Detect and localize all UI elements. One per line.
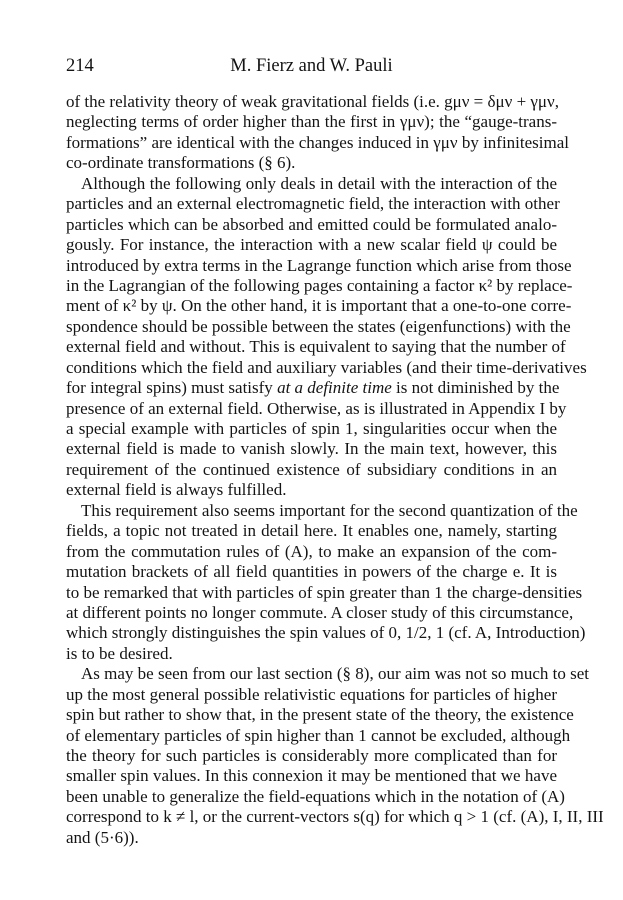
text-line: co-ordinate transformations (§ 6).	[66, 153, 296, 173]
text-line: external field is always fulfilled.	[66, 480, 287, 500]
text-line: mutation brackets of all field quantities in powers of the charge e. It is	[66, 562, 557, 582]
page-number: 214	[66, 56, 94, 76]
text-line: of elementary particles of spin higher than 1 cannot be excluded, although	[66, 725, 571, 745]
running-title: M. Fierz and W. Pauli	[230, 56, 393, 76]
text-line: of the relativity theory of weak gravitational fields (i.e. gμν = δμν + γμν,	[66, 92, 559, 111]
text-line: is to be desired.	[66, 643, 173, 663]
text-line: up the most general possible relativistic equations for particles of higher	[66, 684, 557, 704]
italic-emphasis: at a definite time	[277, 378, 392, 398]
page-header	[66, 56, 557, 80]
text-line: smaller spin values. In this connexion it may be mentioned that we have	[66, 766, 557, 786]
text-line: ment of κ² by ψ. On the other hand, it is important that a one-to-one corre-	[66, 296, 572, 316]
text-line: to be remarked that with particles of spin greater than 1 the charge-densities	[66, 582, 583, 602]
text-line: fields, a topic not treated in detail here. It enables one, namely, starting	[66, 521, 557, 541]
text-line: conditions which the field and auxiliary variables (and their time-derivatives	[66, 357, 587, 377]
text-line: particles and an external electromagnetic field, the interaction with other	[66, 194, 560, 214]
text-line: from the commutation rules of (A), to make an expansion of the com-	[66, 541, 557, 561]
text-line: spondence should be possible between the states (eigenfunctions) with the	[66, 316, 571, 336]
text-line: neglecting terms of order higher than the first in γμν); the “gauge-trans-	[66, 112, 557, 132]
text-line: external field and without. This is equivalent to saying that the number of	[66, 337, 566, 357]
text-line: correspond to k ≠ l, or the current-vectors s(q) for which q > 1 (cf. (A), I, II, III	[66, 807, 604, 827]
text-line: spin but rather to show that, in the present state of the theory, the existence	[66, 705, 574, 725]
text-line: introduced by extra terms in the Lagrange function which arise from those	[66, 255, 572, 275]
text-line: for integral spins) must satisfy at a definite time is not diminished by the	[66, 378, 560, 398]
text-line: formations” are identical with the changes induced in γμν by infinitesimal	[66, 132, 570, 152]
text-line: This requirement also seems important for the second quantization of the	[81, 500, 578, 520]
text-line: a special example with particles of spin 1, singularities occur when the	[66, 419, 557, 438]
text-line: requirement of the continued existence of subsidiary conditions in an	[66, 459, 557, 479]
body-text	[66, 92, 604, 848]
paragraph	[66, 500, 586, 665]
paragraph	[66, 92, 570, 174]
text-line: the theory for such particles is considerably more complicated than for	[66, 746, 557, 765]
paragraph	[66, 664, 604, 848]
text-line: gously. For instance, the interaction with a new scalar field ψ could be	[66, 235, 557, 255]
text-line: external field is made to vanish slowly. In the main text, however, this	[66, 439, 557, 459]
text-line: particles which can be absorbed and emitted could be formulated analo-	[66, 214, 557, 234]
text-line: in the Lagrangian of the following pages containing a factor κ² by replace-	[66, 275, 573, 295]
text-line: As may be seen from our last section (§ 8), our aim was not so much to set	[81, 664, 590, 684]
text-line: which strongly distinguishes the spin values of 0, 1/2, 1 (cf. A, Introduction)	[66, 623, 586, 643]
text-line: at different points no longer commute. A closer study of this circumstance,	[66, 602, 574, 622]
text-line: Although the following only deals in detail with the interaction of the	[81, 173, 557, 193]
text-line: and (5·6)).	[66, 827, 139, 847]
text-line: been unable to generalize the field-equations which in the notation of (A)	[66, 786, 565, 806]
text-line: presence of an external field. Otherwise, as is illustrated in Appendix I by	[66, 398, 567, 418]
paragraph	[66, 173, 587, 501]
